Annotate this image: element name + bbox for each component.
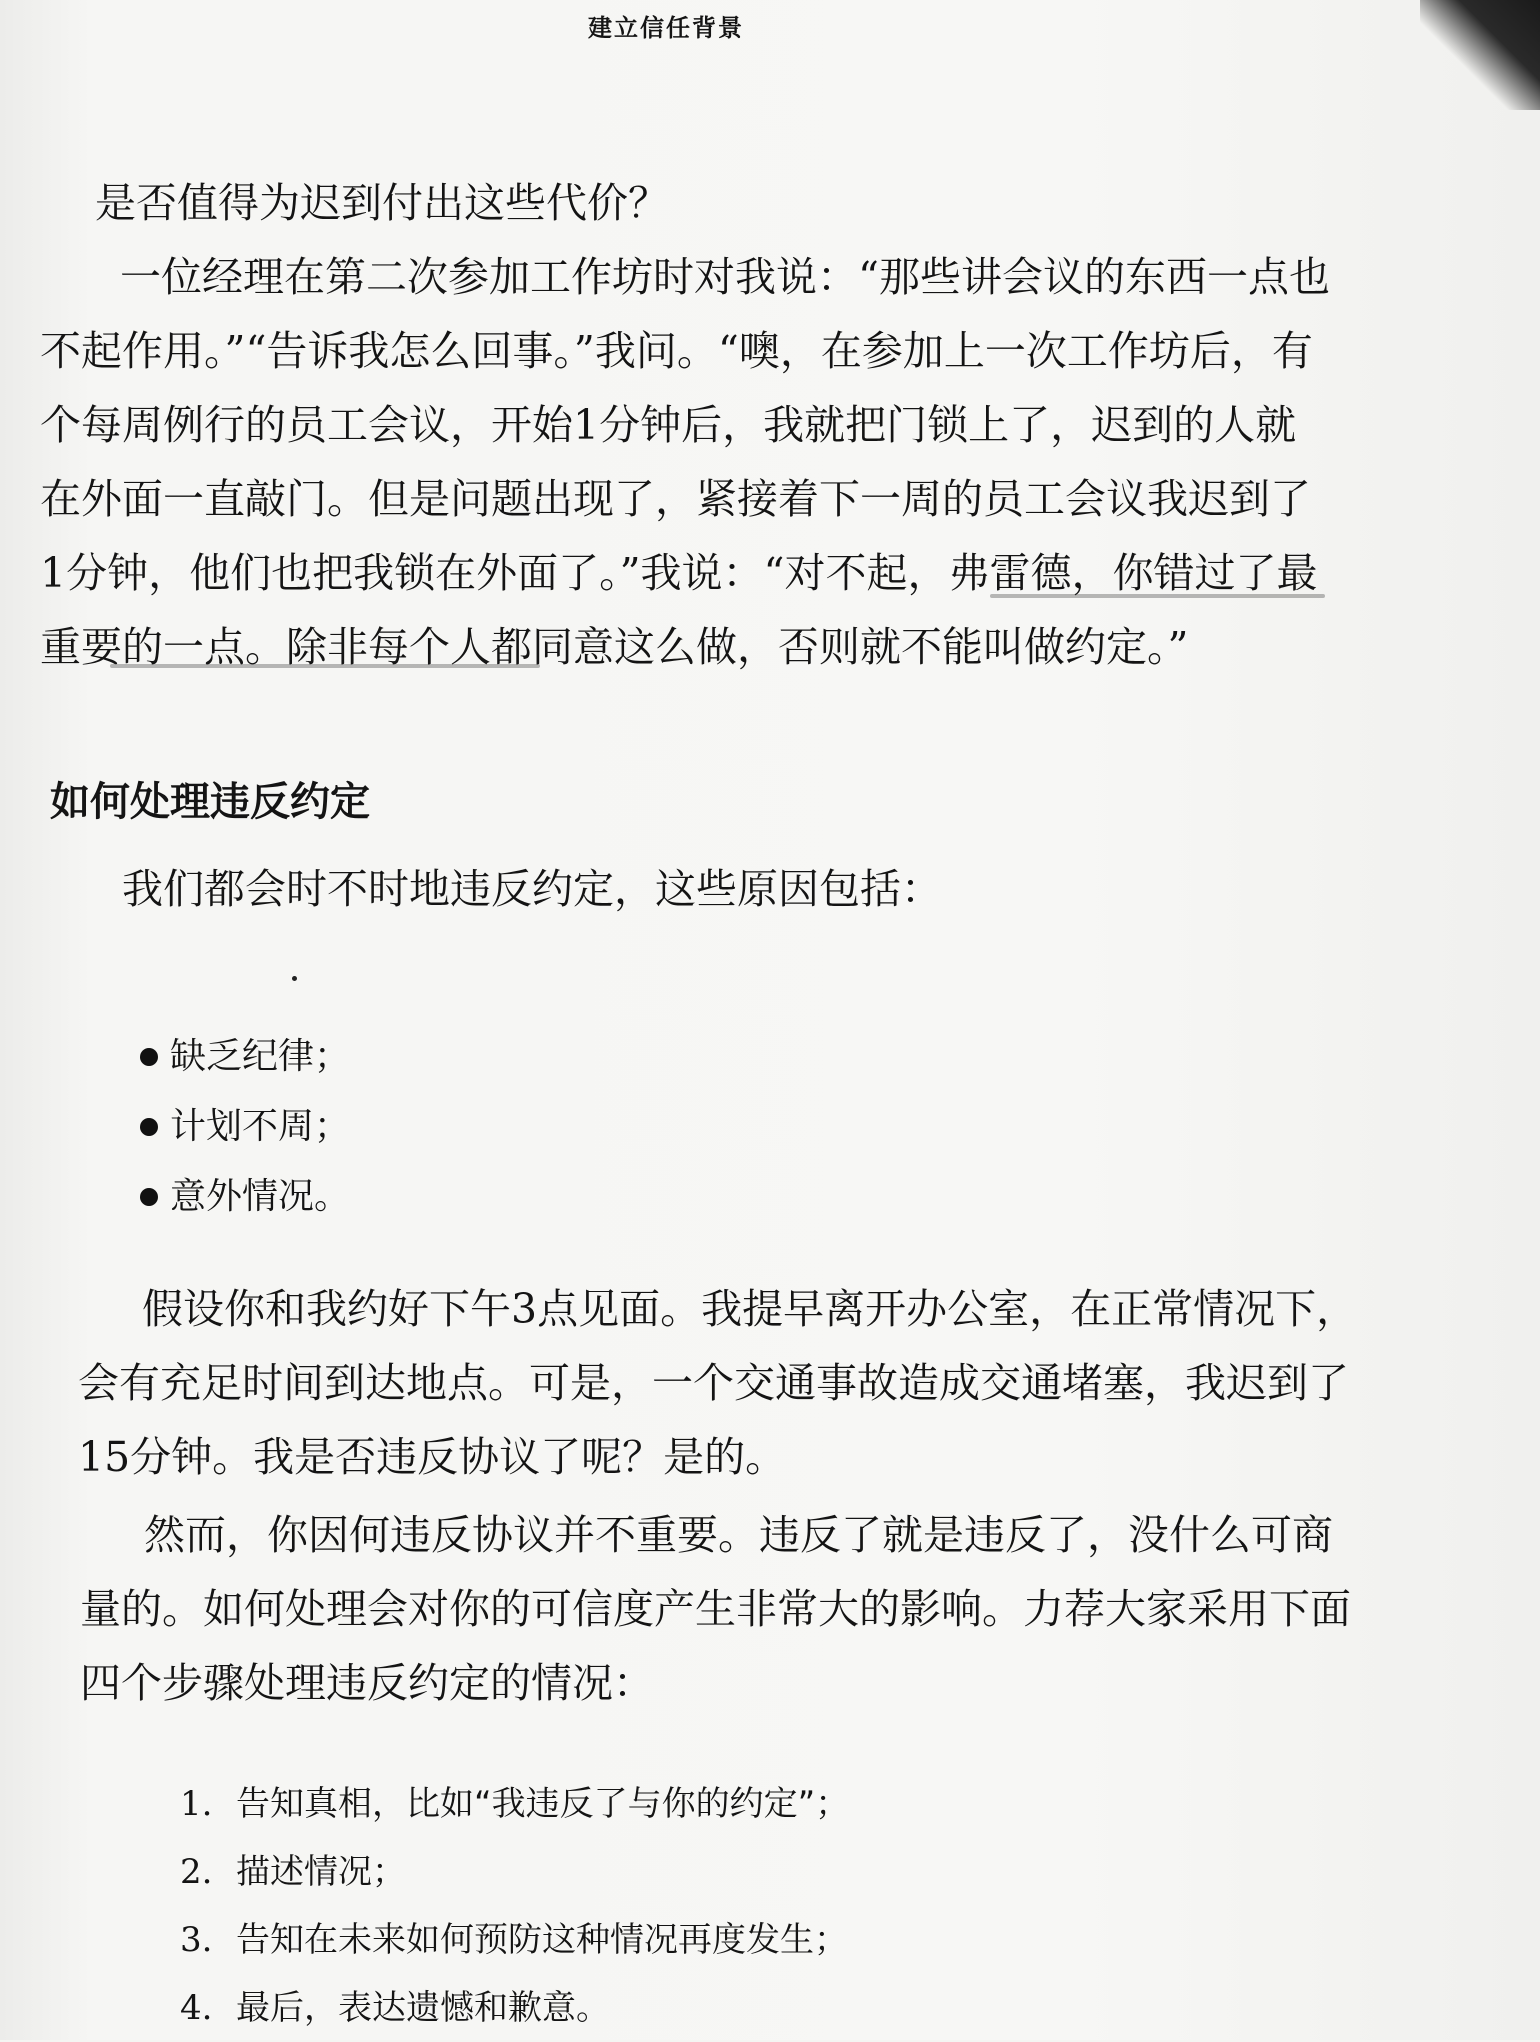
list-item [180, 1770, 849, 1838]
list-item [140, 1162, 350, 1232]
step-text: 最后，表达遗憾和歉意。 [236, 1988, 610, 2028]
bullet-icon [140, 1188, 158, 1206]
list-item [180, 1974, 849, 2042]
stray-dot [292, 976, 297, 981]
list-item-text: 缺乏纪律； [170, 1036, 351, 1077]
lead-question: 是否值得为迟到付出这些代价？ [95, 179, 669, 227]
pencil-underline [990, 594, 1325, 598]
step-number: 3. [180, 1920, 213, 1960]
step-text: 告知在未来如何预防这种情况再度发生； [236, 1920, 848, 1960]
list-item-text: 计划不周； [170, 1106, 351, 1147]
advice-paragraph: 然而，你因何违反协议并不重要。违反了就是违反了，没什么可商量的。如何处理会对你的可信度产生非常大的影响。力荐大家采用下面四个步骤处理违反约定的情况： [80, 1511, 1351, 1707]
list-item-text: 意外情况。 [170, 1176, 351, 1217]
section-heading: 如何处理违反约定 [50, 779, 370, 825]
steps-list [180, 1770, 849, 2042]
list-item [140, 1022, 350, 1092]
list-item [140, 1092, 350, 1162]
list-item [180, 1906, 849, 1974]
step-number: 1. [180, 1784, 213, 1824]
anecdote-paragraph: 一位经理在第二次参加工作坊时对我说：“那些讲会议的东西一点也不起作用。”“告诉我怎么回事。”我问。“噢，在参加上一次工作坊后，有个每周例行的员工会议，开始1分钟后，我就把门锁上了，迟到的人就在外面一直敲门。但是问题出现了，紧接着下一周的员工会议我迟到了1分钟，他们也把我锁在外面了。”我说：“对不起，弗雷德，你错过了最重要的一点。除非每个人都同意这么做，否则就不能叫做约定。” [40, 253, 1330, 671]
example-paragraph: 假设你和我约好下午3点见面。我提早离开办公室，在正常情况下，会有充足时间到达地点。可是，一个交通事故造成交通堵塞，我迟到了15分钟。我是否违反协议了呢？是的。 [78, 1285, 1358, 1481]
bullet-icon [140, 1118, 158, 1136]
step-text: 描述情况； [236, 1852, 406, 1892]
reasons-list [140, 1022, 350, 1232]
step-text: 告知真相，比如“我违反了与你的约定”； [236, 1784, 850, 1824]
pencil-underline [110, 664, 540, 668]
list-item [180, 1838, 849, 1906]
page-corner-shadow [1420, 0, 1540, 110]
section-intro: 我们都会时不时地违反约定，这些原因包括： [122, 865, 942, 913]
step-number: 2. [180, 1852, 213, 1892]
bullet-icon [140, 1048, 158, 1066]
step-number: 4. [180, 1988, 213, 2028]
running-header: 建立信任背景 [588, 14, 744, 42]
